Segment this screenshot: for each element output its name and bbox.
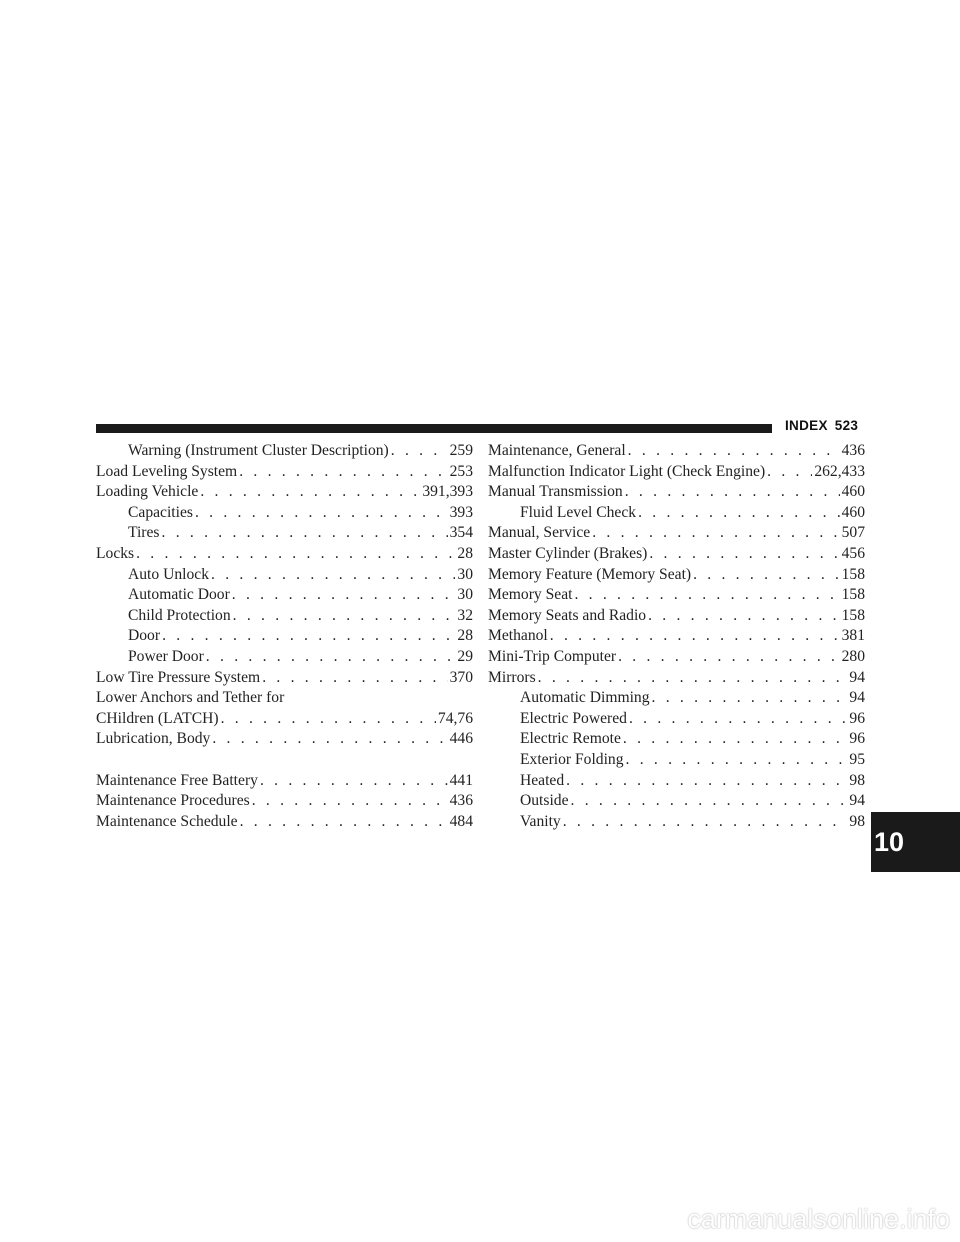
chapter-tab	[871, 812, 960, 872]
index-term: Lubrication, Body	[96, 730, 211, 748]
header-rule	[96, 424, 772, 433]
index-term: Manual Transmission	[488, 483, 623, 501]
index-page-ref: 354	[449, 524, 473, 542]
dot-leader	[538, 668, 848, 689]
index-entry	[96, 791, 473, 812]
index-term: Maintenance Free Battery	[96, 771, 258, 789]
dot-leader	[693, 565, 840, 586]
index-term: Door	[128, 627, 161, 645]
index-page-ref: 96	[849, 730, 865, 748]
index-entry	[488, 462, 865, 483]
index-entry	[96, 709, 473, 730]
index-entry	[96, 626, 473, 647]
index-entry	[488, 688, 865, 709]
index-entry	[96, 585, 473, 606]
index-entry	[488, 565, 865, 586]
dot-leader	[550, 626, 840, 647]
index-column-left	[96, 441, 473, 832]
index-entry	[488, 812, 865, 833]
dot-leader	[574, 585, 839, 606]
dot-leader	[162, 523, 448, 544]
dot-leader	[206, 647, 456, 668]
dot-leader	[649, 544, 839, 565]
index-term: Low Tire Pressure System	[96, 668, 261, 686]
index-page-ref: 381	[841, 627, 865, 645]
dot-leader	[767, 462, 812, 483]
index-term: Capacities	[128, 503, 193, 521]
index-entry	[488, 709, 865, 730]
index-page-ref: 436	[841, 442, 865, 459]
index-page-ref: 280	[841, 647, 865, 665]
index-page-ref: 74,76	[437, 709, 473, 727]
index-entry	[488, 750, 865, 771]
index-term: Warning (Instrument Cluster Description)	[128, 442, 389, 459]
index-page-ref: 446	[449, 730, 473, 748]
index-page-ref: 28	[457, 544, 473, 562]
index-entry	[488, 729, 865, 750]
dot-leader	[252, 791, 448, 812]
index-page-ref: 98	[849, 771, 865, 789]
index-page-ref: 95	[849, 750, 865, 768]
dot-leader	[625, 482, 840, 503]
index-term: Automatic Dimming	[520, 689, 650, 707]
index-page-ref: 158	[841, 586, 865, 604]
index-term: Loading Vehicle	[96, 483, 199, 501]
index-entry	[488, 771, 865, 792]
index-term: Locks	[96, 544, 135, 562]
index-page-ref: 456	[841, 544, 865, 562]
index-page-ref: 253	[449, 462, 473, 480]
dot-leader	[262, 668, 447, 689]
dot-leader	[618, 647, 840, 668]
dot-leader	[629, 709, 847, 730]
index-entry	[96, 441, 473, 462]
index-page-ref: 393	[449, 503, 473, 521]
dot-leader	[566, 771, 847, 792]
index-term: Load Leveling System	[96, 462, 238, 480]
index-term: Exterior Folding	[520, 750, 624, 768]
dot-leader	[571, 791, 848, 812]
index-entry	[488, 503, 865, 524]
index-page-ref: 391,393	[422, 483, 473, 501]
index-page-ref: 94	[849, 668, 865, 686]
index-term: Mirrors	[488, 668, 536, 686]
index-page-ref: 96	[849, 709, 865, 727]
index-entry	[96, 729, 473, 750]
index-entry	[488, 482, 865, 503]
index-term: Malfunction Indicator Light (Check Engine)	[488, 462, 766, 480]
index-term: Manual, Service	[488, 524, 591, 542]
index-entry	[488, 606, 865, 627]
index-entry	[488, 523, 865, 544]
dot-leader	[239, 462, 447, 483]
index-term: CHildren (LATCH)	[96, 709, 219, 727]
index-entry	[488, 585, 865, 606]
dot-leader	[626, 750, 848, 771]
index-page-ref: 158	[841, 565, 865, 583]
index-term: Vanity	[520, 812, 561, 830]
index-term: Memory Seats and Radio	[488, 606, 647, 624]
index-term: Automatic Door	[128, 586, 230, 604]
index-term: Heated	[520, 771, 565, 789]
dot-leader	[212, 729, 447, 750]
index-entry	[96, 523, 473, 544]
dot-leader	[391, 441, 448, 462]
dot-leader	[211, 565, 455, 586]
section-title: INDEX	[785, 418, 828, 433]
dot-leader	[652, 688, 848, 709]
page-header	[785, 418, 858, 433]
index-entry	[488, 441, 865, 462]
index-entry	[96, 462, 473, 483]
dot-leader	[233, 606, 456, 627]
index-entry	[488, 544, 865, 565]
dot-leader	[628, 441, 840, 462]
dot-leader	[221, 709, 436, 730]
index-page-ref: 28	[457, 627, 473, 645]
index-term: Power Door	[128, 647, 204, 665]
index-entry	[96, 544, 473, 565]
index-term: Auto Unlock	[128, 565, 209, 583]
index-term: Memory Seat	[488, 586, 573, 604]
index-entry	[96, 565, 473, 586]
index-entry	[96, 647, 473, 668]
chapter-tab-number: 10	[873, 827, 905, 857]
index-page-ref: 262,433	[814, 462, 865, 480]
page-number: 523	[834, 418, 859, 433]
index-entry	[488, 791, 865, 812]
dot-leader	[623, 729, 848, 750]
index-page-ref: 460	[841, 503, 865, 521]
index-term: Memory Feature (Memory Seat)	[488, 565, 692, 583]
index-term: Tires	[128, 524, 160, 542]
index-page-ref: 30	[457, 586, 473, 604]
index-page-ref: 98	[849, 812, 865, 830]
index-term: Methanol	[488, 627, 548, 645]
dot-leader	[232, 585, 456, 606]
index-term: Fluid Level Check	[520, 503, 637, 521]
index-term: Mini-Trip Computer	[488, 647, 617, 665]
index-page-ref: 30	[457, 565, 473, 583]
index-term: Child Protection	[128, 606, 231, 624]
index-term: Maintenance Procedures	[96, 792, 250, 810]
dot-leader	[592, 523, 839, 544]
dot-leader	[200, 482, 420, 503]
index-term: Outside	[520, 792, 569, 810]
index-term: Electric Powered	[520, 709, 627, 727]
dot-leader	[648, 606, 840, 627]
index-term: Maintenance, General	[488, 442, 626, 459]
dot-leader	[240, 812, 448, 833]
index-entry	[96, 771, 473, 792]
index-entry	[488, 647, 865, 668]
dot-leader	[563, 812, 848, 833]
index-term: Electric Remote	[520, 730, 621, 748]
index-column-right	[488, 441, 865, 832]
dot-leader	[136, 544, 455, 565]
watermark: carmanualsonline.info	[687, 1204, 950, 1234]
index-page-ref: 441	[449, 771, 473, 789]
index-term: Lower Anchors and Tether for	[96, 689, 285, 707]
index-entry	[96, 688, 473, 709]
index-entry	[488, 668, 865, 689]
index-page-ref: 158	[841, 606, 865, 624]
index-page-ref: 32	[457, 606, 473, 624]
index-entry	[96, 503, 473, 524]
dot-leader	[260, 771, 448, 792]
index-page-ref: 259	[449, 442, 473, 459]
dot-leader	[195, 503, 448, 524]
index-page-ref: 507	[841, 524, 865, 542]
dot-leader	[638, 503, 840, 524]
dot-leader	[162, 626, 455, 647]
index-page-ref: 436	[449, 792, 473, 810]
index-page-ref: 94	[849, 689, 865, 707]
index-page-ref: 370	[449, 668, 473, 686]
index-page-ref: 29	[457, 647, 473, 665]
index-entry	[96, 668, 473, 689]
index-term: Master Cylinder (Brakes)	[488, 544, 648, 562]
index-page-ref: 94	[849, 792, 865, 810]
index-page-ref: 460	[841, 483, 865, 501]
index-entry	[96, 606, 473, 627]
index-entry	[96, 812, 473, 833]
index-entry	[96, 482, 473, 503]
index-entry	[488, 626, 865, 647]
index-page-ref: 484	[449, 812, 473, 830]
index-term: Maintenance Schedule	[96, 812, 238, 830]
